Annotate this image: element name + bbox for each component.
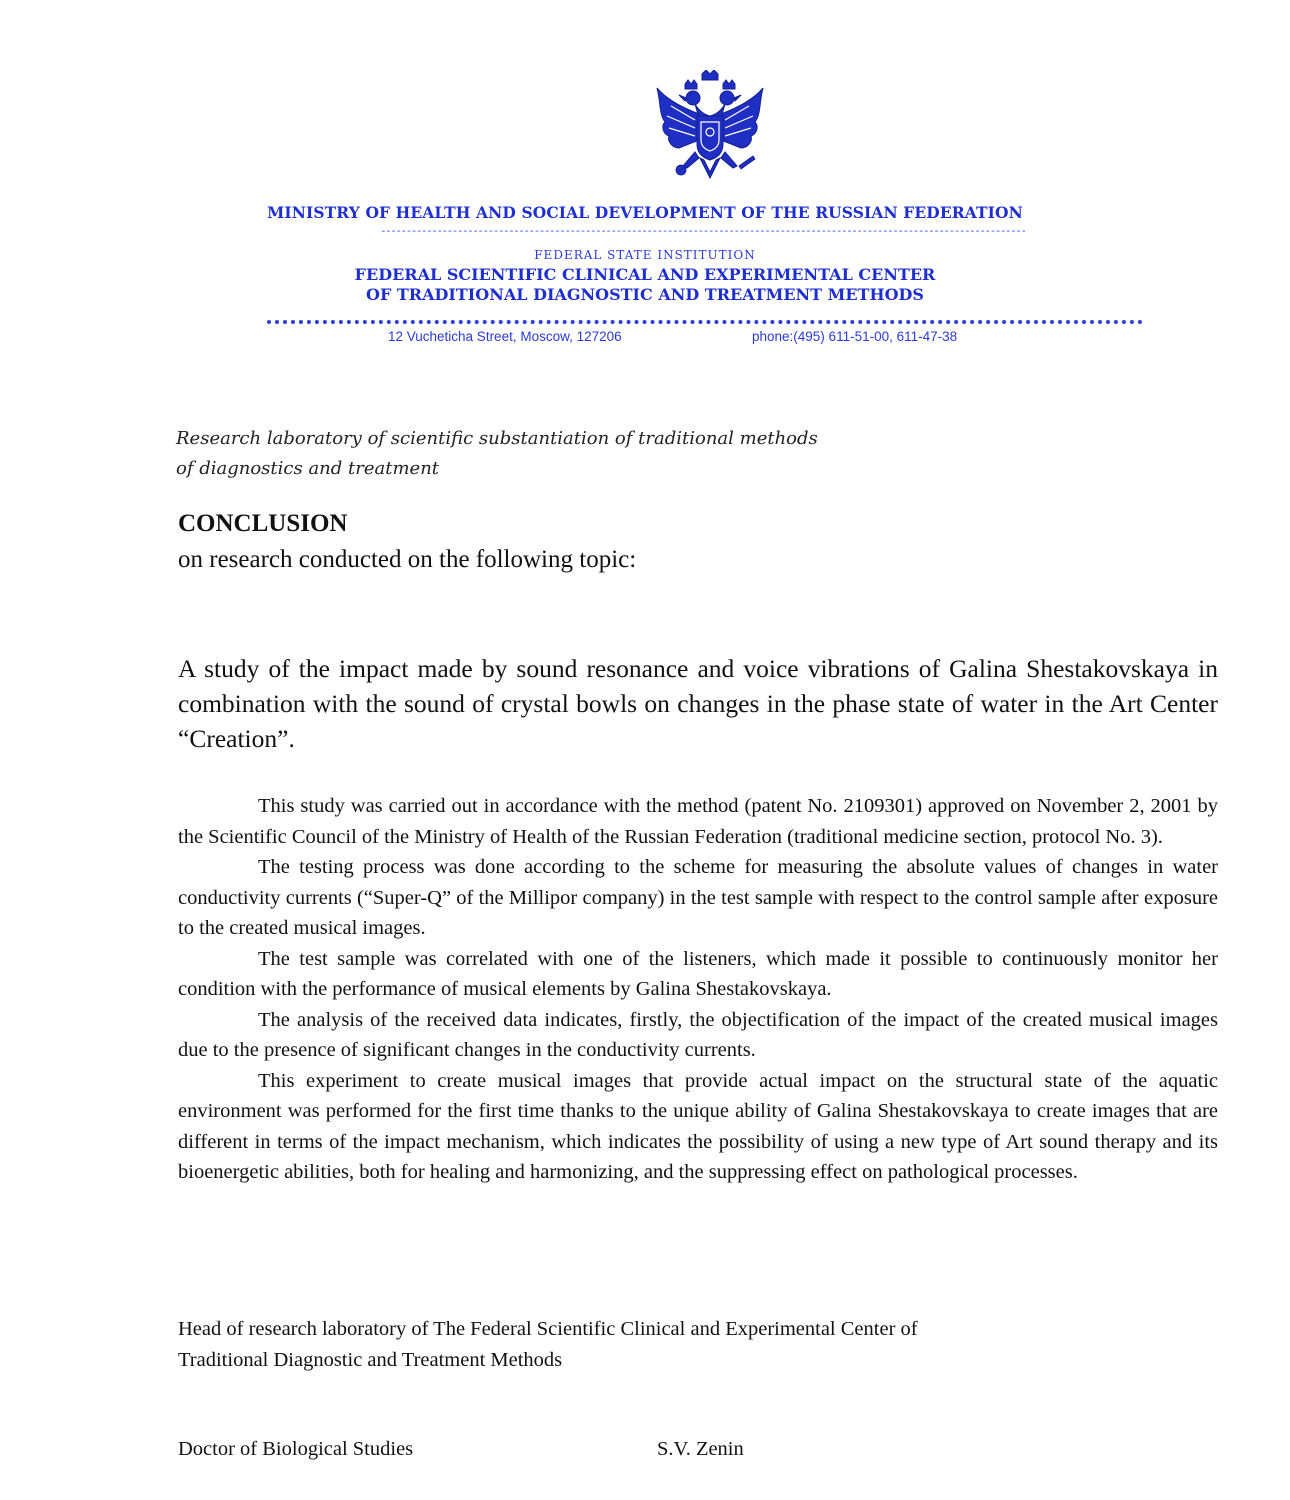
- center-name: [0, 265, 1290, 305]
- phone: phone:(495) 611-51-00, 611-47-38: [752, 329, 958, 344]
- document-subtitle: on research conducted on the following topic:: [178, 546, 637, 573]
- body-paragraph: This study was carried out in accordance with the method (patent No. 2109301) approved on November 2, 2001 by the Scientific Council of the Ministry of Health of the Russian Federation (traditional medicine section, protocol No. 3).: [178, 795, 1218, 848]
- ministry-name: MINISTRY OF HEALTH AND SOCIAL DEVELOPMENT OF THE RUSSIAN FEDERATION: [267, 203, 1023, 222]
- laboratory-name-line1: Research laboratory of scientific substantiation of traditional methods: [176, 428, 818, 449]
- body-paragraph: The testing process was done according to the scheme for measuring the absolute values of changes in water conductivity currents (“Super-Q” of the Millipor company) in the test sample with respect to the control sample after exposure to the created musical images.: [178, 856, 1218, 939]
- body-paragraph: The analysis of the received data indicates, firstly, the objectification of the impact of the created musical images due to the presence of significant changes in the conductivity currents.: [178, 1008, 1218, 1061]
- laboratory-name-line2: of diagnostics and treatment: [176, 458, 440, 479]
- body-paragraph: The test sample was correlated with one of the listeners, which made it possible to continuously monitor her condition with the performance of musical elements by Galina Shestakovskaya.: [178, 947, 1218, 1000]
- signatory-degree: Doctor of Biological Studies: [178, 1438, 414, 1460]
- conclusion-body: [178, 791, 1218, 1188]
- research-topic: A study of the impact made by sound resonance and voice vibrations of Galina Shestakovskaya in combination with the sound of crystal bowls on changes in the phase state of water in the Art Center “Creation”.: [178, 654, 1218, 753]
- signatory-position-line1: Head of research laboratory of The Federal Scientific Clinical and Experimental Center of: [178, 1318, 918, 1340]
- document-title: CONCLUSION: [178, 510, 348, 537]
- center-name-line2: OF TRADITIONAL DIAGNOSTIC AND TREATMENT METHODS: [366, 285, 924, 304]
- body-paragraph: This experiment to create musical images that provide actual impact on the structural state of the aquatic environment was performed for the first time thanks to the unique ability of Galina Shestakovskaya to create images that are different in terms of the impact mechanism, which indicates the possibility of using a new type of Art sound therapy and its bioenergetic abilities, both for healing and harmonizing, and the suppressing effect on pathological processes.: [178, 1069, 1218, 1183]
- center-name-line1: FEDERAL SCIENTIFIC CLINICAL AND EXPERIMENTAL CENTER: [354, 265, 936, 284]
- signatory-name: S.V. Zenin: [657, 1438, 744, 1460]
- address: 12 Vucheticha Street, Moscow, 127206: [388, 329, 622, 344]
- laboratory-name: [176, 424, 1076, 484]
- signatory-position-line2: Traditional Diagnostic and Treatment Methods: [178, 1349, 563, 1371]
- institution-type: FEDERAL STATE INSTITUTION: [534, 248, 756, 262]
- dotted-divider: [267, 306, 1143, 324]
- signatory-position: [178, 1314, 1218, 1376]
- dashed-divider: ------------------------------------------------------------------------------------------------------------------------------: [380, 224, 1026, 237]
- double-headed-eagle-emblem: [655, 70, 765, 188]
